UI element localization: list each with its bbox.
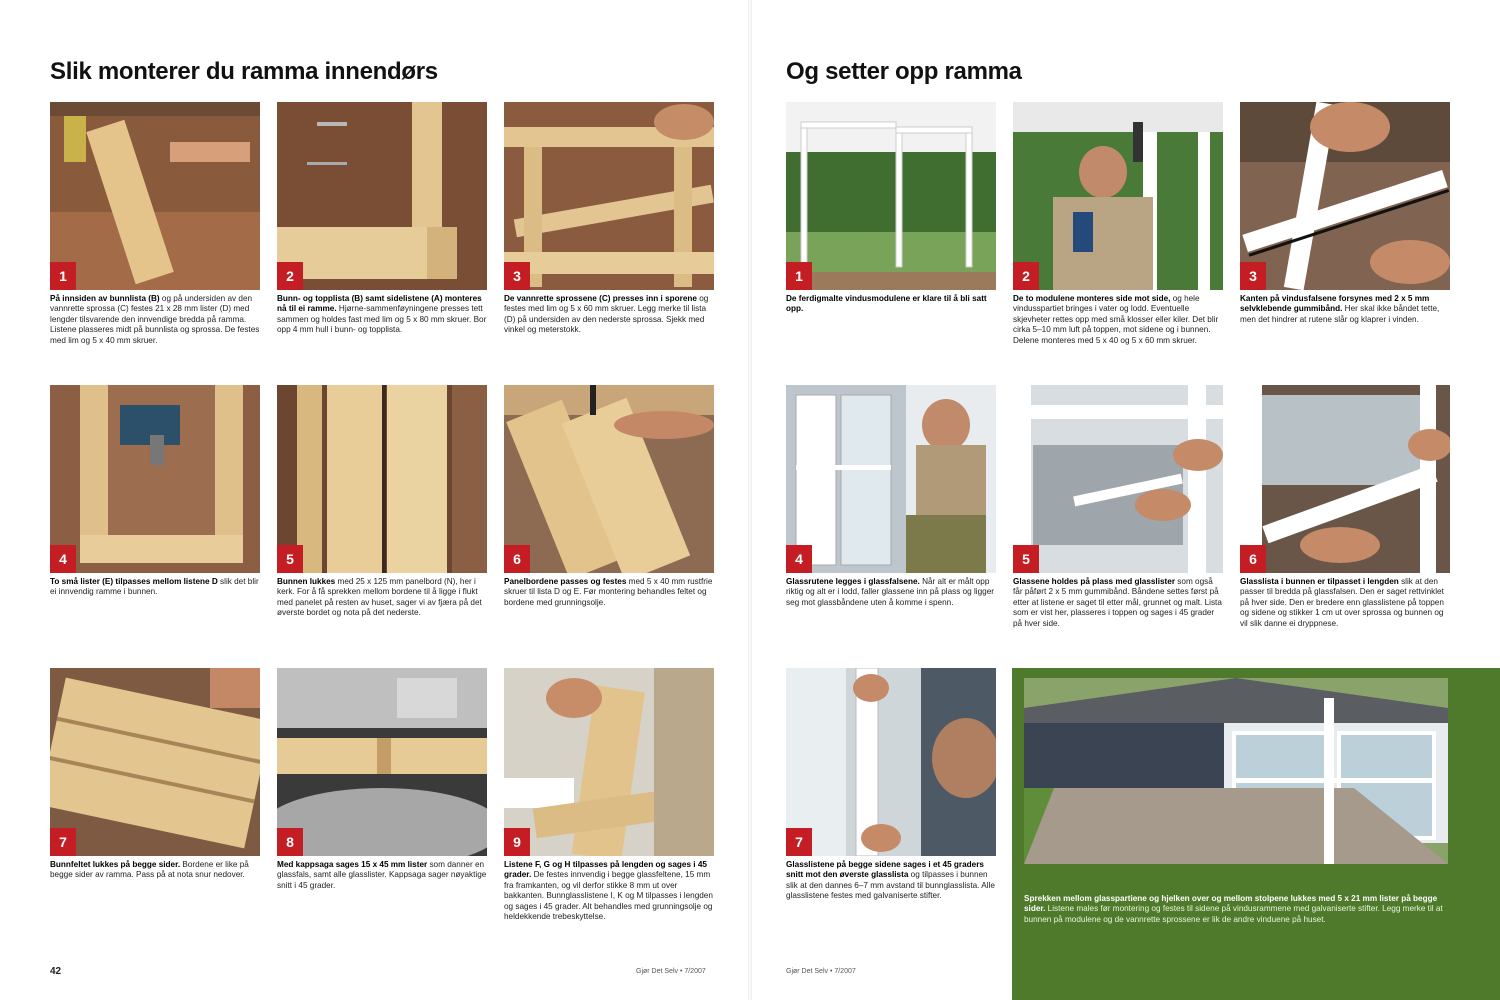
page-footer: Gjør Det Selv • 7/2007 <box>636 968 706 975</box>
step-photo <box>277 102 487 290</box>
green-box-caption: Sprekken mellom glasspartiene og hjelken over og mellom stolpene lukkes med 5 x 21 mm lister på begge sider. Listene males før montering og festes til sidene på vindusrammene med galvaniserte stifter. Legg merke til at bunnen på modulene og de vannrette sprossene er lik de andre vinduene på huset. <box>1024 894 1443 924</box>
step-card <box>50 668 260 881</box>
step-photo <box>504 102 714 290</box>
step-photo <box>1240 102 1450 290</box>
step-caption: Glassrutene legges i glassfalsene. Når alt er målt opp riktig og alt er i lodd, faller glassene inn på plass og ligger seg mot glassbåndene uten å komme i spenn. <box>786 577 994 607</box>
step-caption: De ferdigmalte vindusmodulene er klare til å bli satt opp. <box>786 294 987 314</box>
step-number-badge: 3 <box>504 262 530 290</box>
step-photo <box>1240 385 1450 573</box>
step-photo <box>50 385 260 573</box>
page-number: 42 <box>50 966 62 977</box>
step-number-badge: 7 <box>786 828 812 856</box>
step-caption: Bunnen lukkes med 25 x 125 mm panelbord (N), her i kerk. For å få sprekken mellom bordene til å ligge i flukt med panelet på resten av huset, sager vi av fjæra på det øverste bordet og nota på det nederste. <box>277 577 482 618</box>
step-photo <box>50 102 260 290</box>
step-photo <box>50 668 260 856</box>
step-number-badge: 2 <box>277 262 303 290</box>
step-number-badge: 4 <box>786 545 812 573</box>
step-photo <box>786 668 996 856</box>
step-caption: Panelbordene passes og festes med 5 x 40 mm rustfrie skruer til lista D og E. Før montering behandles feltet og bordene med grunningsolje. <box>504 577 713 607</box>
step-card <box>786 385 996 608</box>
step-caption: De vannrette sprossene (C) presses inn i sporene og festes med lim og 5 x 60 mm skruer. Legg merke til lista (D) på undersiden av den nederste sprossa. Sjekk med vinkel og meterstokk. <box>504 294 709 335</box>
step-number-badge: 5 <box>1013 545 1039 573</box>
step-number-badge: 1 <box>50 262 76 290</box>
step-card <box>504 668 714 922</box>
step-caption: Bunn- og topplista (B) samt sidelistene (A) monteres nå til ei ramme. Hjørne-sammenføyningene presses tett sammen og holdes fast med lim og 5 x 80 mm skruer. Bor opp 4 mm hull i bunn- og topplista. <box>277 294 487 335</box>
step-card <box>1013 102 1223 346</box>
step-photo <box>1013 385 1223 573</box>
step-number-badge: 1 <box>786 262 812 290</box>
step-number-badge: 7 <box>50 828 76 856</box>
step-card <box>1240 102 1450 325</box>
finished-house-photo <box>1024 678 1448 864</box>
step-photo <box>1013 102 1223 290</box>
step-card <box>504 102 714 336</box>
step-caption: Glasslistene på begge sidene sages i et 45 graders snitt mot den øverste glasslista og tilpasses i bunnen slik at den dannes 6–7 mm avstand til bunnglasslista. Alle glasslistene festes med galvaniserte stifter. <box>786 860 995 901</box>
step-number-badge: 6 <box>504 545 530 573</box>
step-number-badge: 2 <box>1013 262 1039 290</box>
step-caption: To små lister (E) tilpasses mellom listene D slik det blir ei innvendig ramme i bunnen. <box>50 577 259 597</box>
step-card <box>277 668 487 891</box>
step-card <box>786 668 996 902</box>
right-page-heading: Og setter opp ramma <box>786 58 1022 85</box>
step-photo <box>786 385 996 573</box>
step-card <box>1013 385 1223 629</box>
step-number-badge: 6 <box>1240 545 1266 573</box>
step-card <box>277 102 487 336</box>
step-card <box>504 385 714 608</box>
step-caption: Kanten på vindusfalsene forsynes med 2 x 5 mm selvklebende gummibånd. Her skal ikke båndet tette, men det hindrer at rutene slår og klaprer i vinden. <box>1240 294 1440 324</box>
step-number-badge: 4 <box>50 545 76 573</box>
step-number-badge: 8 <box>277 828 303 856</box>
step-photo <box>504 668 714 856</box>
right-page <box>750 0 1500 1000</box>
step-caption: Bunnfeltet lukkes på begge sider. Bordene er like på begge sider av ramma. Pass på at nota snur nedover. <box>50 860 249 880</box>
step-caption: Glasslista i bunnen er tilpasset i lengden slik at den passer til bredda på glassfalsen. Den er saget rettvinklet på hver side. Den er bredere enn glasslistene på toppen og sidene og stikker 1 cm ut over sprossa og bunnen og vil slik danne ei dryppnese. <box>1240 577 1444 628</box>
step-caption: Glassene holdes på plass med glasslister som også får påført 2 x 5 mm gummibånd. Båndene settes først på etter at listene er saget til etter mål, grunnet og malt. Lista som er vist her, plasseres i toppen og sages i 45 grader på hver side. <box>1013 577 1222 628</box>
step-card <box>50 102 260 346</box>
step-caption: De to modulene monteres side mot side, og hele vindusspartiet bringes i vater og lodd. Eventuelle skjevheter rettes opp med små klosser eller kiler. Det blir cirka 5–10 mm luft på toppen, mot sidene og i bunnen. Delene monteres med 5 x 40 og 5 x 60 mm skruer. <box>1013 294 1219 345</box>
step-caption: På innsiden av bunnlista (B) og på undersiden av den vannrette sprossa (C) festes 21 x 28 mm lister (D) med lengder tilsvarende den innvendige bredda på ramma. Listene plasseres midt på bunnlista og sprossa. De festes med lim og 5 x 40 mm skruer. <box>50 294 260 345</box>
step-caption: Listene F, G og H tilpasses på lengden og sages i 45 grader. De festes innvendig i begge glassfeltene, 15 mm fra framkanten, og vil derfor stikke 8 mm ut over bakkanten. Bunnglasslistene I, K og M tilpasses i lengden og sages i 45 grader. Alt behandles med grunningsolje og heldekkende trebeskyttelse. <box>504 860 713 922</box>
step-photo <box>277 385 487 573</box>
step-card <box>1240 385 1450 629</box>
step-number-badge: 3 <box>1240 262 1266 290</box>
step-card <box>786 102 996 315</box>
step-photo <box>504 385 714 573</box>
step-number-badge: 5 <box>277 545 303 573</box>
page-footer: Gjør Det Selv • 7/2007 <box>786 968 856 975</box>
step-card <box>277 385 487 619</box>
step-caption: Med kappsaga sages 15 x 45 mm lister som danner en glassfals, samt alle glasslister. Kappsaga sager nøyaktige snitt i 45 grader. <box>277 860 487 890</box>
left-page-heading: Slik monterer du ramma innendørs <box>50 58 438 85</box>
step-photo <box>786 102 996 290</box>
step-number-badge: 9 <box>504 828 530 856</box>
step-photo <box>277 668 487 856</box>
step-card <box>50 385 260 598</box>
final-result-box <box>1012 668 1500 1000</box>
